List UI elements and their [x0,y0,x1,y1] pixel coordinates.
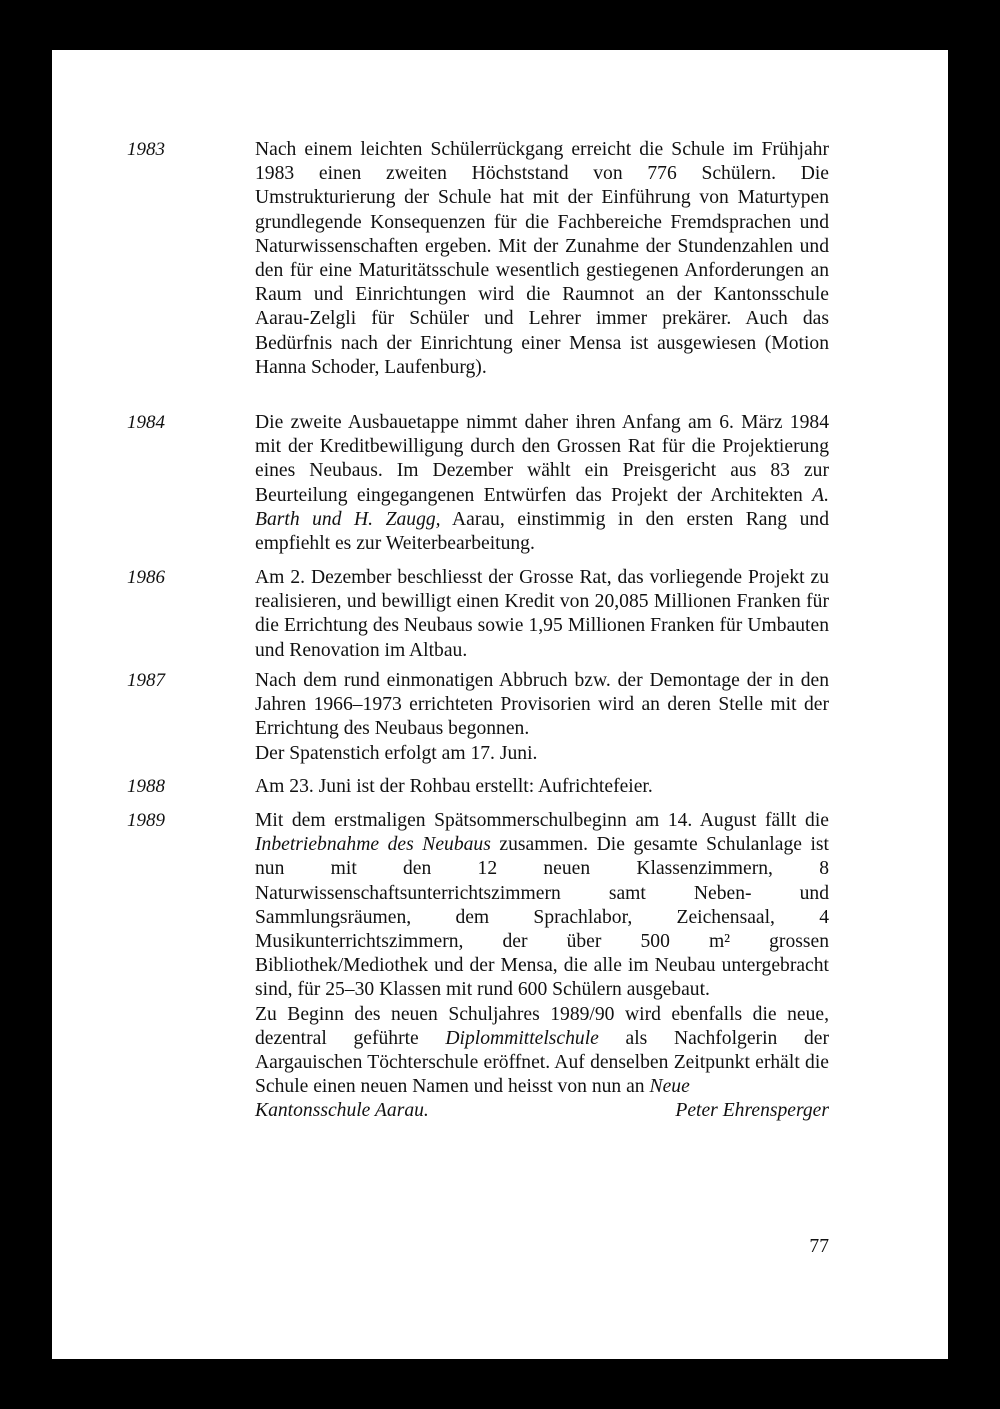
year-label: 1983 [127,139,165,160]
entry-paragraph: Nach dem rund einmonatigen Abbruch bzw. der Demontage der in den Jahren 1966–1973 errichteten Provisorien wird an deren Stelle mit der Errichtung des Neubaus begonnen. [255,670,829,740]
entry-text-part: Zu Beginn des neuen Schuljahres 1989/90 wird ebenfalls die neue, dezentral geführte [255,1003,829,1049]
document-page [52,50,948,1359]
entry-paragraph: Am 2. Dezember beschliesst der Grosse Rat, das vorliegende Projekt zu realisieren, und bewilligt einen Kredit von 20,085 Millionen Franken für die Errichtung des Neubaus sowie 1,95 Millionen Franken für Umbauten und Renovation im Altbau. [255,567,829,661]
entry-text [255,669,829,766]
year-label: 1986 [127,567,165,588]
entry-text-part: Die zweite Ausbauetappe nimmt daher ihren Anfang am 6. März 1984 mit der Kreditbewilligung durch den Grossen Rat für die Projektierung eines Neubaus. Im Dezember wählt ein Preisgericht aus 83 zur Beurteilung eingegangenen Entwürfen das Projekt der Architekten [255,412,829,506]
italic-phrase: Diplommittelschule [445,1027,599,1049]
entry-text [255,566,829,663]
school-name-end: Kantonsschule Aarau. [255,1100,429,1122]
entry-text [255,775,829,799]
entry-paragraph: Nach einem leichten Schülerrückgang erreicht die Schule im Frühjahr 1983 einen zweiten Höchststand von 776 Schülern. Die Umstrukturierung der Schule hat mit der Einführung von Maturtypen grundlegende Konsequenzen für die Fachbereiche Fremdsprachen und Naturwissenschaften ergeben. Mit der Zunahme der Stundenzahlen und den für eine Maturitätsschule wesentlich gestiegenen Anforderungen an Raum und Einrichtungen wird die Raumnot an der Kantonsschule Aarau-Zelgli für Schüler und Lehrer immer prekärer. Auch das Bedürfnis nach der Einrichtung einer Mensa ist ausgewiesen (Motion Hanna Schoder, Laufenburg). [255,139,829,378]
year-label: 1987 [127,670,165,691]
year-label: 1989 [127,810,165,831]
school-name-start: Neue [649,1076,690,1098]
entry-text-part: Mit dem erstmaligen Spätsommerschulbeginn am 14. August fällt die [255,810,829,831]
entry-paragraph [255,809,829,1003]
entry-text [255,138,829,380]
year-label: 1988 [127,776,165,797]
entry-paragraph [255,411,829,556]
entry-paragraph: Der Spatenstich erfolgt am 17. Juni. [255,742,538,764]
author-signature: Peter Ehrensperger [675,1100,829,1122]
year-label: 1984 [127,412,165,433]
entry-text-part: als Nachfolgerin der Aargauischen Töchterschule eröffnet. Auf denselben Zeitpunkt erhält die Schule einen neuen Namen und heisst von nun an [255,1027,829,1098]
entry-paragraph: Am 23. Juni ist der Rohbau erstellt: Aufrichtefeier. [255,776,653,797]
entry-text [255,809,829,1124]
entry-text-part: Aarau, einstimmig in den ersten Rang und empfiehlt es zur Weiterbearbeitung. [255,508,829,555]
italic-phrase: Inbetriebnahme des Neubaus [255,834,491,856]
closing-line [255,1099,829,1123]
page-number: 77 [809,1236,829,1257]
entry-paragraph [255,1003,829,1100]
entry-text-part: zusammen. Die gesamte Schulanlage ist nun mit den 12 neuen Klassenzimmern, 8 Naturwissenschaftsunterrichtszimmern samt Neben- und Sammlungsräumen, dem Sprachlabor, Zeichensaal, 4 Musikunterrichtszimmern, der über 500 m² grossen Bibliothek/Mediothek und der Mensa, die alle im Neubau untergebracht sind, für 25–30 Klassen mit rund 600 Schülern ausgebaut. [255,834,829,1001]
architects-name: A. Barth und H. Zaugg, [255,484,829,530]
entry-text [255,411,829,556]
